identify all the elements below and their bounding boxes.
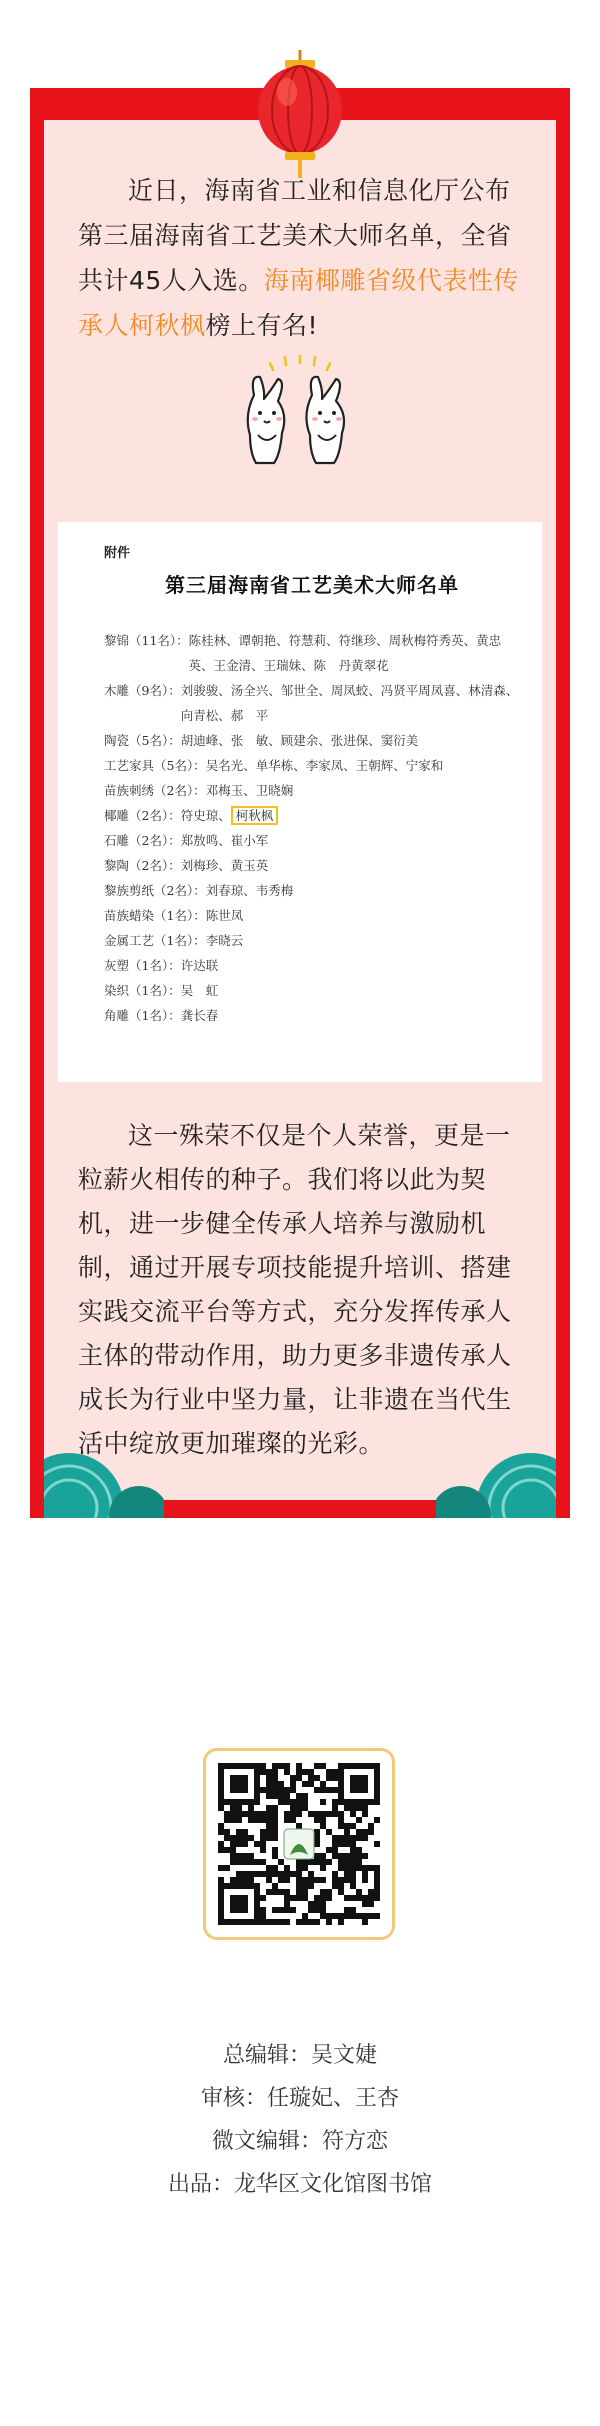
document-row-category: 陶瓷（5名）： [104, 733, 181, 748]
document-row-names [181, 828, 520, 853]
document-row-names [189, 628, 520, 678]
bunnies-illustration [240, 355, 360, 470]
document-row-names [181, 678, 520, 728]
document-row [104, 903, 520, 928]
qr-code-frame [203, 1748, 395, 1940]
document-row-name-text: 刘骏骏、汤全兴、邹世全、周凤蛟、冯贤平周凤喜、林清森、向青松、郝 平 [180, 683, 519, 723]
document-row-category: 椰雕（2名）： [104, 808, 181, 823]
highlighted-name: 柯秋枫 [231, 806, 279, 825]
document-row-category: 黎锦（11名）： [104, 633, 189, 648]
intro-highlight: 海南椰雕省级代表性传承人柯秋枫 [78, 266, 519, 340]
document-title: 第三届海南省工艺美术大师名单 [165, 573, 459, 597]
document-row-name-text: 许达联 [180, 958, 219, 973]
document-row [104, 728, 520, 753]
document-row-category: 金属工艺（1名）： [104, 933, 206, 948]
document-row [104, 953, 520, 978]
document-row [104, 628, 520, 678]
attachment-label: 附件 [104, 546, 131, 561]
document-row-name-text: 刘梅珍、黄玉英 [180, 858, 269, 873]
document-row [104, 828, 520, 853]
document-row-name-text: 刘春琼、韦秀梅 [205, 883, 294, 898]
document-row-category: 苗族刺绣（2名）： [104, 783, 206, 798]
document-row [104, 928, 520, 953]
document-row-name-text: 龚长春 [180, 1008, 219, 1023]
document-row-names [206, 778, 520, 803]
document-row-name-text: 吴 虹 [180, 983, 219, 998]
intro-paragraph [78, 168, 530, 348]
document-row-name-text: 邓梅玉、卫晓娴 [205, 783, 294, 798]
document-image [58, 522, 542, 1082]
document-row-names [206, 903, 520, 928]
document-row-names [206, 753, 520, 778]
document-row-names [181, 1003, 520, 1028]
credit-wechat-editor: 微文编辑：符方恋 [211, 2129, 388, 2154]
qr-code [218, 1763, 380, 1925]
document-list [104, 628, 520, 1028]
document-row-category: 苗族蜡染（1名）： [104, 908, 206, 923]
document-row-names [181, 978, 520, 1003]
document-row-name-text: 吴名光、单华栋、李家凤、王朝辉、宁家和 [205, 758, 444, 773]
document-row-category: 黎族剪纸（2名）： [104, 883, 206, 898]
document-row-category: 工艺家具（5名）： [104, 758, 206, 773]
document-row [104, 978, 520, 1003]
credit-reviewer: 审核：任璇妃、王杏 [200, 2086, 399, 2111]
lantern-icon [255, 50, 345, 180]
document-row-category: 灰塑（1名）： [104, 958, 181, 973]
document-row-name-text: 胡迪峰、张 敏、顾建余、张进保、窦衍美 [180, 733, 419, 748]
intro-text-end: 榜上有名! [205, 311, 319, 340]
credit-chief-editor: 总编辑：吴文婕 [222, 2043, 377, 2068]
document-row [104, 1003, 520, 1028]
document-row-name-text: 李晓云 [205, 933, 244, 948]
document-row [104, 878, 520, 903]
document-row-names [181, 853, 520, 878]
document-row-category: 黎陶（2名）： [104, 858, 181, 873]
document-row [104, 778, 520, 803]
document-row-names [181, 803, 520, 828]
document-row-names [206, 928, 520, 953]
document-row-name-text: 陈世凤 [205, 908, 244, 923]
document-row [104, 803, 520, 828]
intro-text: 近日，海南省工业和信息化厅公布第三届海南省工艺美术大师名单，全省共计45人入选。 [78, 176, 512, 295]
credits [0, 2034, 600, 2206]
document-row-category: 角雕（1名）： [104, 1008, 181, 1023]
document-row-name-text: 符史琼、 [180, 808, 231, 823]
document-row [104, 678, 520, 728]
document-row-category: 石雕（2名）： [104, 833, 181, 848]
document-row-category: 木雕（9名）： [104, 683, 181, 698]
credit-producer: 出品：龙华区文化馆图书馆 [167, 2172, 432, 2197]
document-row-names [181, 728, 520, 753]
document-row-name-text: 郑敖鸣、崔小军 [180, 833, 269, 848]
document-row-category: 染织（1名）： [104, 983, 181, 998]
document-row-names [206, 878, 520, 903]
document-row-name-text: 陈桂林、谭朝艳、符慧莉、符继珍、周秋梅符秀英、黄忠英、王金清、王瑞妹、陈 丹黄翠花 [188, 633, 502, 673]
document-row [104, 853, 520, 878]
outro-paragraph: 这一殊荣不仅是个人荣誉，更是一粒薪火相传的种子。我们将以此为契机，进一步健全传承人培养与激励机制，通过开展专项技能提升培训、搭建实践交流平台等方式，充分发挥传承人主体的带动作用，助力更多非遗传承人成长为行业中坚力量，让非遗在当代生活中绽放更加璀璨的光彩。 [78, 1121, 512, 1458]
document-row-names [181, 953, 520, 978]
document-row [104, 753, 520, 778]
